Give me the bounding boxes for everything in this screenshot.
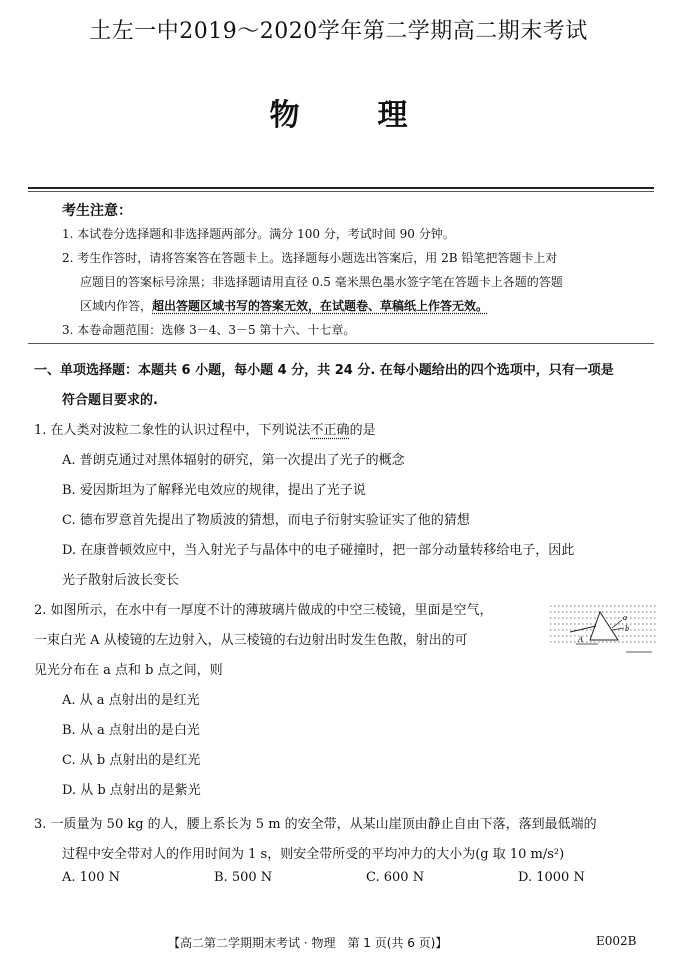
question-2-stem-end: 见光分布在 a 点和 b 点之间，则 [34,663,223,678]
section-heading-cont: 符合题目要求的. [62,393,158,408]
q2-option-a: A. 从 a 点射出的是红光 [62,693,200,708]
q3-option-c: C. 600 N [366,870,425,885]
question-3-stem-cont: 过程中安全带对人的作用时间为 1 s，则安全带所受的平均冲力的大小为(g 取 10 m/s²) [62,847,565,862]
notice-item-3: 3. 本卷命题范围：选修 3－4、3－5 第十六、十七章。 [62,323,356,337]
q1-option-d-cont: 光子散射后波长变长 [62,573,180,588]
q1-option-b: B. 爱因斯坦为了解释光电效应的规律，提出了光子说 [62,483,366,498]
notice-emphasis: 超出答题区域书写的答案无效，在试题卷、草稿纸上作答无效。 [152,299,489,313]
q1-option-a: A. 普朗克通过对黑体辐射的研究，第一次提出了光子的概念 [62,453,405,468]
label-b: b [625,624,629,633]
notice-title: 考生注意： [62,203,132,219]
label-a: a [623,613,627,622]
q3-option-b: B. 500 N [214,870,273,885]
light-ray [570,626,596,632]
notice-item-2-end [80,294,662,318]
notice-item-2-cont: 应题目的答案标号涂黑；非选择题请用直径 0.5 毫米黑色墨水签字笔在答题卡上各题的答题 [80,275,563,289]
q1-stem-emphasis: 不正确 [310,423,350,438]
notice-item-2-tail: 区域内作答， [80,299,153,313]
q1-option-c: C. 德布罗意首先提出了物质波的猜想，而电子衍射实验证实了他的猜想 [62,513,470,528]
divider [28,187,654,189]
page-footer: 【高二第二学期期末考试 · 物理 第 1 页(共 6 页)】 [168,936,448,950]
question-2-stem: 2. 如图所示，在水中有一厚度不计的薄玻璃片做成的中空三棱镜，里面是空气， [34,603,493,618]
divider [28,191,654,192]
subject-title: 物理 [269,98,486,133]
notice-item-2: 2. 考生作答时，请将答案答在答题卡上。选择题每小题选出答案后，用 2B 铅笔把答题卡上对 [62,251,558,265]
q2-option-d: D. 从 b 点射出的是紫光 [62,783,201,798]
q2-option-c: C. 从 b 点射出的是红光 [62,753,201,768]
q1-stem-before: 1. 在人类对波粒二象性的认识过程中，下列说法 [34,423,311,438]
q3-option-d: D. 1000 N [518,870,585,885]
prism-in-water-figure [548,600,658,668]
paper-code: E002B [596,934,637,948]
q2-option-b: B. 从 a 点射出的是白光 [62,723,200,738]
q1-option-d: D. 在康普顿效应中，当入射光子与晶体中的电子碰撞时，把一部分动量转移给电子，因此 [62,543,575,558]
question-2-stem-cont: 一束白光 A 从棱镜的左边射入，从三棱镜的右边射出时发生色散，射出的可 [34,633,468,648]
q3-option-a: A. 100 N [62,870,120,885]
question-3-stem: 3. 一质量为 50 kg 的人，腰上系长为 5 m 的安全带，从某山崖顶由静止自由下落，落到最低端的 [34,817,597,832]
divider [28,343,654,344]
question-1-stem [34,416,654,446]
section-heading: 一、单项选择题：本题共 6 小题，每小题 4 分，共 24 分. 在每小题给出的四个选项中，只有一项是 [34,363,614,378]
q1-stem-after: 的是 [349,423,376,438]
exam-title: 土左一中2019～2020学年第二学期高二期末考试 [89,19,588,44]
label-A: A [578,635,583,644]
notice-item-1: 1. 本试卷分选择题和非选择题两部分。满分 100 分，考试时间 90 分钟。 [62,227,455,241]
